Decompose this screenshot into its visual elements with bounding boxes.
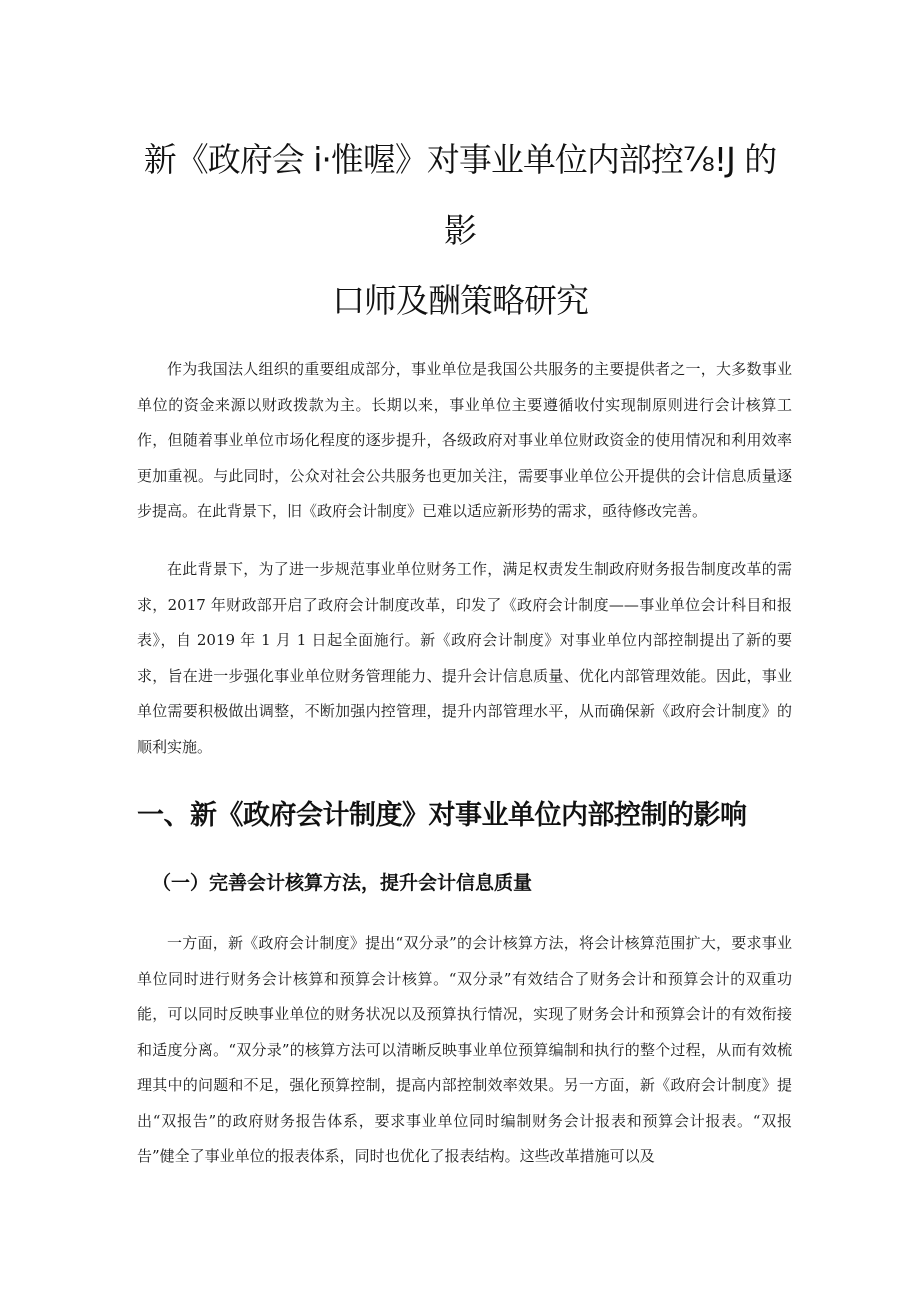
document-title-line-3: 口师及酬策略研究 — [332, 281, 588, 320]
intro-paragraph-2: 在此背景下，为了进一步规范事业单位财务工作，满足权责发生制政府财务报告制度改革的需求，2017 年财政部开启了政府会计制度改革，印发了《政府会计制度——事业单位会计科目和报表》，自 2019 年 1 月 1 日起全面施行。新《政府会计制度》对事业单位内部控制提出了新的要求，旨在进一步强化事业单位财务管理能力、提升会计信息质量、优化内部管理效能。因此，事业单位需要积极做出调整，不断加强内控管理，提升内部管理水平，从而确保新《政府会计制度》的顺利实施。 — [137, 560, 792, 756]
subsection-heading: （一）完善会计核算方法，提升会计信息质量 — [152, 872, 533, 894]
intro-paragraph-1: 作为我国法人组织的重要组成部分，事业单位是我国公共服务的主要提供者之一，大多数事业单位的资金来源以财政拨款为主。长期以来，事业单位主要遵循收付实现制原则进行会计核算工作，但随着事业单位市场化程度的逐步提升，各级政府对事业单位财政资金的使用情况和利用效率更加重视。与此同时，公众对社会公共服务也更加关注，需要事业单位公开提供的会计信息质量逐步提高。在此背景下，旧《政府会计制度》已难以适应新形势的需求，亟待修改完善。 — [137, 360, 792, 520]
section-heading: 一、新《政府会计制度》对事业单位内部控制的影响 — [137, 800, 747, 831]
subsection-paragraph: 一方面，新《政府会计制度》提出“双分录”的会计核算方法，将会计核算范围扩大，要求事业单位同时进行财务会计核算和预算会计核算。“双分录”有效结合了财务会计和预算会计的双重功能，可以同时反映事业单位的财务状况以及预算执行情况，实现了财务会计和预算会计的有效衔接和适度分离。“双分录”的核算方法可以清晰反映事业单位预算编制和执行的整个过程，从而有效梳理其中的问题和不足，强化预算控制，提高内部控制效率效果。另一方面，新《政府会计制度》提出“双报告”的政府财务报告体系，要求事业单位同时编制财务会计报表和预算会计报表。“双报告”健全了事业单位的报表体系，同时也优化了报表结构。这些改革措施可以及 — [137, 934, 792, 1165]
document-title-line-1: 新《政府会 i·惟喔》对事业单位内部控⅞!J 的 — [143, 140, 777, 179]
document-title-line-2: 影 — [444, 211, 476, 250]
